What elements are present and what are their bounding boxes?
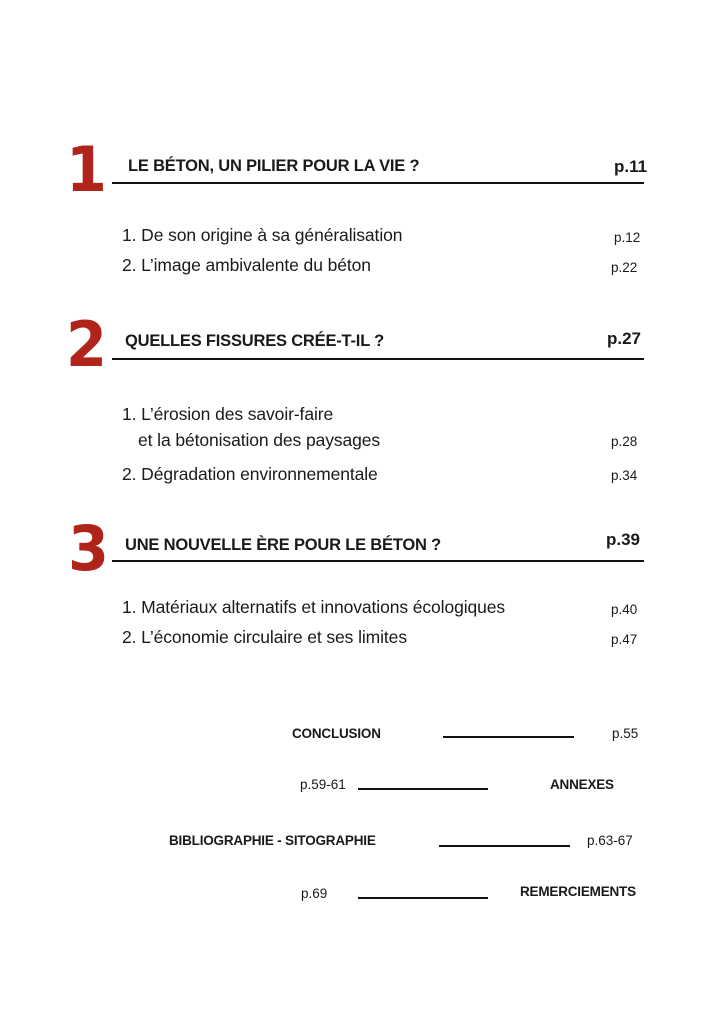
chapter-3-page: p.39 [606,530,641,549]
chapter-3-item-2-page: p.47 [611,632,638,647]
chapter-1-rule [112,182,644,184]
chapter-3-number: 3 [68,512,109,585]
chapter-2-title[interactable]: QUELLES FISSURES CRÉE-T-IL ? [125,332,385,350]
bibliographie-page: p.63-67 [587,833,633,848]
chapter-1-item-1[interactable]: 1. De son origine à sa généralisation [122,225,403,245]
bibliographie-label[interactable]: BIBLIOGRAPHIE - SITOGRAPHIE [169,833,376,848]
conclusion-page: p.55 [612,726,639,741]
chapter-2-page: p.27 [607,329,642,348]
remerciements-leader-line [358,897,488,899]
chapter-3-item-1-page: p.40 [611,602,638,617]
chapter-3-rule [112,560,644,562]
chapter-2-item-1-page: p.28 [611,434,638,449]
chapter-1-page: p.11 [614,157,648,176]
chapter-2-item-2-page: p.34 [611,468,638,483]
chapter-3-item-2[interactable]: 2. L’économie circulaire et ses limites [122,627,407,647]
chapter-2-item-1-line-2[interactable]: et la bétonisation des paysages [138,430,381,450]
remerciements-label[interactable]: REMERCIEMENTS [520,884,636,899]
conclusion-leader-line [443,736,574,738]
chapter-2-item-1-line-1[interactable]: 1. L’érosion des savoir-faire [122,404,334,424]
chapter-3-item-1[interactable]: 1. Matériaux alternatifs et innovations écologiques [122,597,506,617]
conclusion-label[interactable]: CONCLUSION [292,726,381,741]
bibliographie-leader-line [439,845,570,847]
chapter-1-item-2-page: p.22 [611,260,638,275]
annexes-label[interactable]: ANNEXES [550,777,614,792]
chapter-1-item-2[interactable]: 2. L’image ambivalente du béton [122,255,371,275]
chapter-3-title[interactable]: UNE NOUVELLE ÈRE POUR LE BÉTON ? [125,536,441,554]
chapter-1-item-1-page: p.12 [614,230,641,245]
chapter-1-number: 1 [66,133,107,206]
chapter-1-title[interactable]: LE BÉTON, UN PILIER POUR LA VIE ? [128,157,420,175]
chapter-2-rule [112,358,644,360]
annexes-page: p.59-61 [300,777,346,792]
chapter-2-number: 2 [66,308,107,381]
annexes-leader-line [358,788,488,790]
chapter-2-item-2[interactable]: 2. Dégradation environnementale [122,464,378,484]
remerciements-page: p.69 [301,886,328,901]
